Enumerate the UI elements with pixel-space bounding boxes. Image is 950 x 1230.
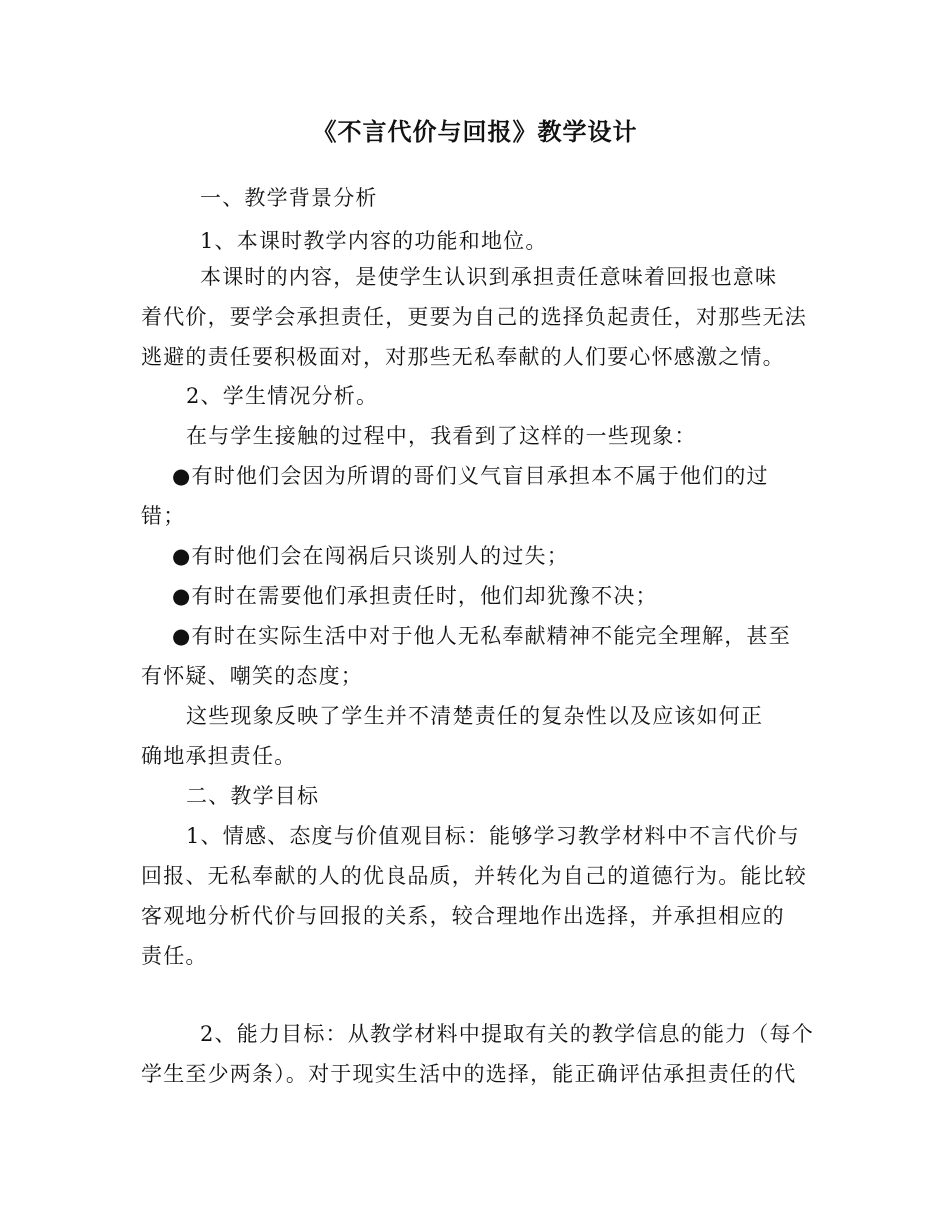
paragraph-line: 回报、无私奉献的人的优良品质，并转化为自己的道德行为。能比较	[141, 864, 807, 888]
subsection-heading-function: 1、本课时教学内容的功能和地位。	[200, 229, 548, 253]
subsection-heading-students: 2、学生情况分析。	[186, 384, 379, 408]
paragraph-line: 确地承担责任。	[141, 744, 297, 768]
paragraph-line: 责任。	[141, 944, 208, 968]
paragraph-line: 2、能力目标：从教学材料中提取有关的教学信息的能力（每个	[200, 1022, 814, 1046]
bullet-item-continuation: 有怀疑、嘲笑的态度；	[141, 664, 363, 688]
section-heading-goals: 二、教学目标	[186, 784, 320, 808]
section-heading-background: 一、教学背景分析	[200, 186, 378, 210]
bullet-item-continuation: 错；	[141, 504, 186, 528]
paragraph-line: 1、情感、态度与价值观目标：能够学习教学材料中不言代价与	[186, 824, 800, 848]
paragraph-line: 在与学生接触的过程中，我看到了这样的一些现象：	[186, 424, 697, 448]
paragraph-line: 本课时的内容，是使学生认识到承担责任意味着回报也意味	[200, 265, 778, 289]
bullet-item: ●有时在实际生活中对于他人无私奉献精神不能完全理解，甚至	[172, 624, 791, 648]
paragraph-line: 学生至少两条）。对于现实生活中的选择，能正确评估承担责任的代	[141, 1062, 797, 1086]
paragraph-line: 客观地分析代价与回报的关系，较合理地作出选择，并承担相应的	[141, 904, 785, 928]
paragraph-line: 着代价，要学会承担责任，更要为自己的选择负起责任，对那些无法	[141, 305, 807, 329]
paragraph-line: 这些现象反映了学生并不清楚责任的复杂性以及应该如何正	[186, 704, 764, 728]
bullet-item: ●有时他们会因为所谓的哥们义气盲目承担本不属于他们的过	[172, 464, 769, 488]
bullet-item: ●有时在需要他们承担责任时，他们却犹豫不决；	[172, 584, 658, 608]
paragraph-line: 逃避的责任要积极面对，对那些无私奉献的人们要心怀感激之情。	[141, 345, 785, 369]
document-title: 《不言代价与回报》教学设计	[312, 117, 638, 146]
bullet-item: ●有时他们会在闯祸后只谈别人的过失；	[172, 544, 569, 568]
